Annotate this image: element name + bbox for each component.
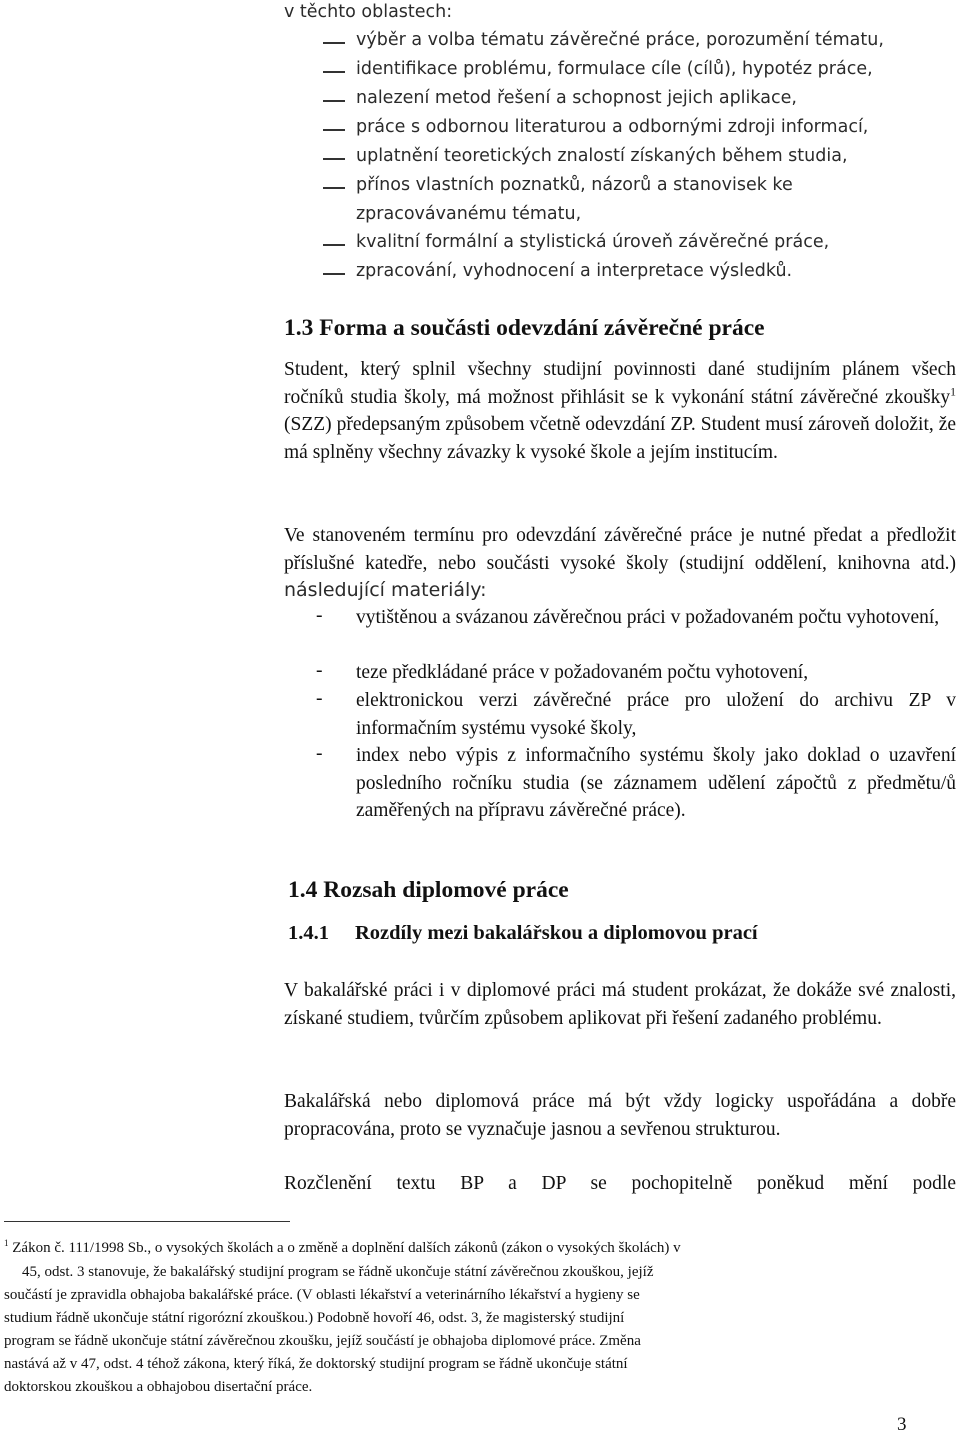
page-number: 3 <box>897 1414 907 1435</box>
list-item-text: kvalitní formální a stylistická úroveň závěrečné práce, <box>356 232 830 252</box>
list-item-text: elektronickou verzi závěrečné práce pro uložení do archivu ZP v informačním systému vysoké školy, <box>356 690 956 739</box>
list-marker: - <box>316 660 323 681</box>
footnote-line: nastává až v 47, odst. 4 téhož zákona, který říká, že doktorský studijní program se řádně ukončuje státní <box>4 1356 628 1372</box>
list-item-text: zpracování, vyhodnocení a interpretace výsledků. <box>356 261 793 281</box>
paragraph-text: následující materiály: <box>284 579 487 601</box>
list-item-text: nalezení metod řešení a schopnost jejich aplikace, <box>356 88 797 108</box>
footnote-text: Zákon č. 111/1998 Sb., o vysokých školách a o změně a doplnění dalších zákonů (zákon o vysokých školách) v <box>8 1240 681 1256</box>
dash-marker <box>323 244 345 246</box>
dash-marker <box>323 187 345 189</box>
section-heading: 1.3 Forma a součásti odevzdání závěrečné práce <box>284 315 765 341</box>
dash-marker <box>323 273 345 275</box>
footnote-line: program se řádně ukončuje státní závěrečnou zkoušku, jejíž součástí je obhajoba diplomové práce. Změna <box>4 1333 641 1349</box>
intro-text: v těchto oblastech: <box>284 2 453 22</box>
list-item-text: práce s odbornou literaturou a odbornými zdroji informací, <box>356 117 869 137</box>
list-item-text: index nebo výpis z informačního systému školy jako doklad o uzavření posledního ročníku studia (se záznamem udělení zápočtů z předmětu/ů zaměřených na přípravu závěrečné práce). <box>356 745 956 821</box>
subsection-number: 1.4.1 <box>288 922 329 944</box>
footnote-line: součástí je zpravidla obhajoba bakalářské práce. (V oblasti lékařství a veterinárního lékařství a hygieny se <box>4 1287 640 1303</box>
dash-marker <box>323 129 345 131</box>
list-marker: - <box>316 605 323 626</box>
footnote-line <box>4 1238 681 1259</box>
list-item-text: vytištěnou a svázanou závěrečnou práci v požadovaném počtu vyhotovení, <box>356 607 940 628</box>
subsection-heading: Rozdíly mezi bakalářskou a diplomovou prací <box>355 922 758 944</box>
list-item-text: přínos vlastních poznatků, názorů a stanovisek ke <box>356 175 793 195</box>
paragraph: Rozčlenění textu BP a DP se pochopitelně poněkud mění podle <box>284 1173 956 1194</box>
section-heading: 1.4 Rozsah diplomové práce <box>288 877 569 903</box>
dash-marker <box>323 100 345 102</box>
list-item-text: výběr a volba tématu závěrečné práce, porozumění tématu, <box>356 30 884 50</box>
paragraph-text: Student, který splnil všechny studijní povinnosti dané studijním plánem všech ročníků studia školy, má možnost přihlásit se k vykonání státní závěrečné zkoušky <box>284 359 956 408</box>
paragraph-text: Student musí zároveň doložit, že má splněny všechny závazky k vysoké škole a jejím institucím. <box>284 414 956 463</box>
dash-marker <box>323 42 345 44</box>
dash-marker <box>323 71 345 73</box>
footnote-line: 45, odst. 3 stanovuje, že bakalářský studijní program se řádně ukončuje státní závěrečnou zkouškou, jejíž <box>22 1264 654 1280</box>
paragraph: Bakalářská nebo diplomová práce má být vždy logicky uspořádána a dobře propracována, proto se vyznačuje jasnou a sevřenou strukturou. <box>284 1091 956 1140</box>
dash-marker <box>323 158 345 160</box>
footnote-separator <box>4 1221 290 1222</box>
list-marker: - <box>316 688 323 709</box>
paragraph-text: (SZZ) předepsaným způsobem včetně odevzdání ZP. <box>284 414 696 435</box>
paragraph <box>284 356 956 466</box>
footnote-line: studium řádně ukončuje státní rigorózní zkouškou.) Podobně hovoří 46, odst. 3, že magisterský studijní <box>4 1310 625 1326</box>
paragraph <box>284 522 956 605</box>
footnote-line: doktorskou zkouškou a obhajobou disertační práce. <box>4 1379 313 1395</box>
footnote-ref: 1 <box>950 385 956 398</box>
paragraph-text: Ve stanoveném termínu pro odevzdání závěrečné práce je nutné předat a předložit příslušné katedře, nebo součásti vysoké školy (studijní oddělení, knihovna atd.) <box>284 525 956 574</box>
list-marker: - <box>316 743 323 764</box>
footnote-mark: 1 <box>4 1238 9 1248</box>
paragraph: V bakalářské práci i v diplomové práci má student prokázat, že dokáže své znalosti, získané studiem, tvůrčím způsobem aplikovat při řešení zadaného problému. <box>284 980 956 1029</box>
list-item-text: identifikace problému, formulace cíle (cílů), hypotéz práce, <box>356 59 873 79</box>
list-item-text: uplatnění teoretických znalostí získaných během studia, <box>356 146 848 166</box>
list-item-text: teze předkládané práce v požadovaném počtu vyhotovení, <box>356 662 809 683</box>
list-item-text: zpracovávanému tématu, <box>356 204 582 224</box>
